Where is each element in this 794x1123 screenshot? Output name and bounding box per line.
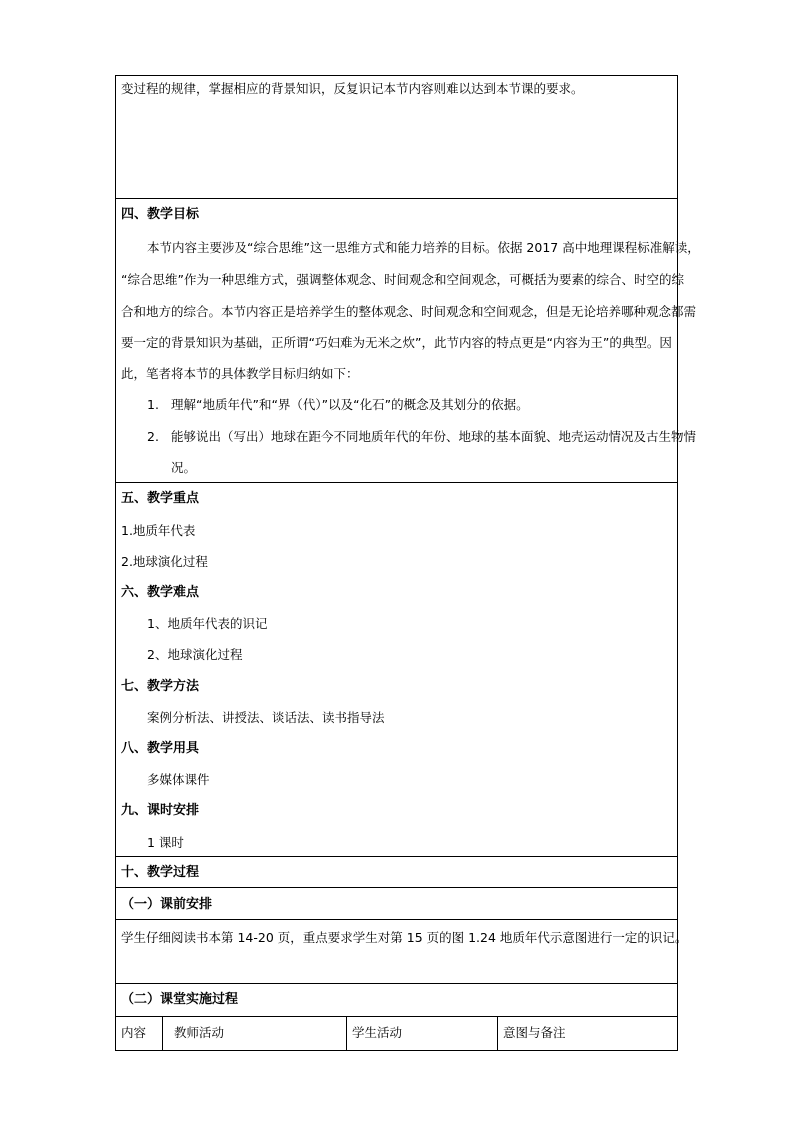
objective-item-text: 能够说出（写出）地球在距今不同地质年代的年份、地球的基本面貌、地壳运动情况及古生物情 (171, 429, 697, 444)
section-title-schedule: 九、课时安排 (121, 803, 200, 818)
objective-item-number: 1. (147, 397, 159, 412)
objectives-line: 此，笔者将本节的具体教学目标归纳如下： (121, 366, 359, 381)
section-title-methods: 七、教学方法 (121, 679, 200, 694)
divider (115, 919, 678, 920)
difficulty-item: 1、地质年代表的识记 (147, 616, 268, 631)
objectives-line: 本节内容主要涉及“综合思维”这一思维方式和能力培养的目标。依据 2017 高中地理课程标准解读， (147, 240, 700, 255)
objectives-line: 要一定的背景知识为基础，正所谓“巧妇难为无米之炊”，此节内容的特点更是“内容为王”的典型。因 (121, 335, 672, 350)
table-header-student: 学生活动 (352, 1025, 403, 1040)
key-point-item: 2.地球演化过程 (121, 554, 208, 569)
schedule-text: 1 课时 (147, 835, 184, 850)
divider (115, 856, 678, 857)
divider (115, 198, 678, 199)
column-divider (346, 1016, 347, 1051)
subsection-title-preclass: （一）课前安排 (121, 897, 213, 912)
section-title-process: 十、教学过程 (121, 865, 200, 880)
key-point-item: 1.地质年代表 (121, 523, 196, 538)
subsection-title-implementation: （二）课堂实施过程 (121, 992, 239, 1007)
section-title-difficulties: 六、教学难点 (121, 585, 200, 600)
objectives-line: “综合思维”作为一种思维方式，强调整体观念、时间观念和空间观念，可概括为要素的综合、时空的综 (121, 272, 684, 287)
divider (115, 887, 678, 888)
intro-text: 变过程的规律，掌握相应的背景知识，反复识记本节内容则难以达到本节课的要求。 (121, 81, 584, 96)
table-header-notes: 意图与备注 (503, 1025, 566, 1040)
objective-item-text: 理解“地质年代”和“界（代）”以及“化石”的概念及其划分的依据。 (171, 397, 529, 412)
table-header-content: 内容 (121, 1025, 147, 1040)
table-header-teacher: 教师活动 (174, 1025, 225, 1040)
divider (115, 983, 678, 984)
methods-text: 案例分析法、讲授法、谈话法、读书指导法 (147, 710, 385, 725)
section-title-key-points: 五、教学重点 (121, 491, 200, 506)
section-title-tools: 八、教学用具 (121, 741, 200, 756)
objective-item-continuation: 况。 (171, 460, 197, 475)
column-divider (497, 1016, 498, 1051)
divider (115, 1016, 678, 1017)
column-divider (162, 1016, 163, 1051)
difficulty-item: 2、地球演化过程 (147, 647, 243, 662)
section-title-objectives: 四、教学目标 (121, 207, 200, 222)
objective-item-number: 2. (147, 429, 159, 444)
objectives-line: 合和地方的综合。本节内容正是培养学生的整体观念、时间观念和空间观念，但是无论培养哪种观念都需 (121, 304, 697, 319)
divider (115, 482, 678, 483)
tools-text: 多媒体课件 (147, 772, 210, 787)
preclass-text: 学生仔细阅读书本第 14-20 页，重点要求学生对第 15 页的图 1.24 地质年代示意图进行一定的识记。 (121, 930, 688, 945)
